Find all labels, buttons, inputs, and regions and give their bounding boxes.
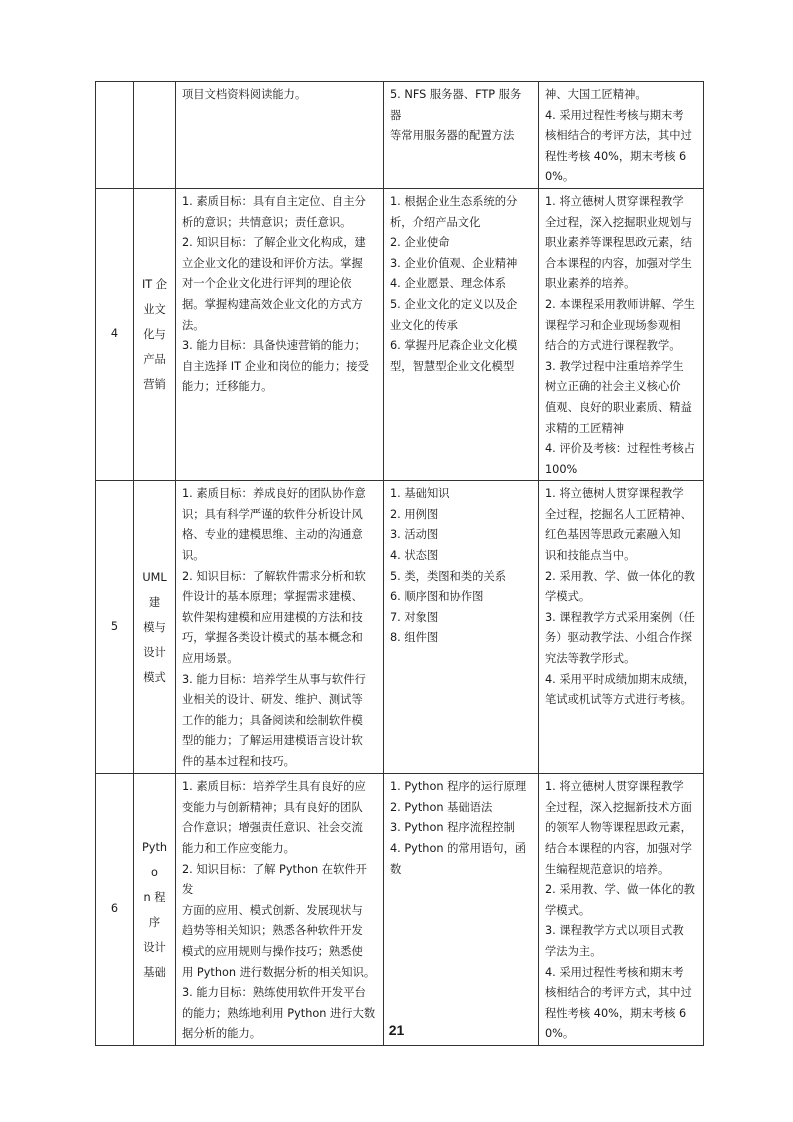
course-name-line: 模与: [143, 620, 166, 634]
course-goals-line: 能力；迁移能力。: [182, 380, 273, 394]
course-content-line: 5. 企业文化的定义以及企: [390, 297, 518, 311]
course-requirements-line: 识和技能点当中。: [545, 549, 636, 563]
course-requirements-line: 合本课程的内容，加强对学生: [545, 256, 692, 270]
course-requirements-line: 2. 本课程采用教师讲解、学生: [545, 297, 695, 311]
course-requirements-line: 值观、良好的职业素质、精益: [545, 400, 692, 414]
course-goals-line: 方面的应用、模式创新、发展现状与: [182, 903, 363, 917]
course-goals-line: 据。掌握构建高效企业文化的方式方: [182, 297, 363, 311]
course-goals-line: 识。: [182, 549, 205, 563]
course-requirements-line: 4. 采用过程性考核与期末考: [545, 108, 684, 122]
course-goals-line: 软件架构建模和应用建模的方法和技: [182, 610, 363, 624]
course-content-line: 1. Python 程序的运行原理: [390, 780, 527, 794]
course-goals-line: 用 Python 进行数据分析的相关知识。: [182, 965, 376, 979]
course-requirements-line: 全过程，深入挖掘新技术方面: [545, 800, 692, 814]
course-requirements-line: 程性考核 40%，期末考核 60%。: [545, 1006, 687, 1041]
course-requirements-line: 4. 评价及考核：过程性考核占: [545, 442, 695, 456]
course-requirements-line: 学模式。: [545, 590, 591, 604]
course-requirements-line: 程性考核 40%，期末考核 60%。: [545, 149, 687, 184]
course-goals-line: 格、专业的建模思维、主动的沟通意: [182, 528, 363, 542]
course-goals-line: 1. 素质目标：具有自主定位、自主分: [182, 194, 366, 208]
course-goals-line: 3. 能力目标：熟练使用软件开发平台: [182, 986, 366, 1000]
course-content-line: 5. NFS 服务器、FTP 服务器: [390, 88, 522, 122]
course-content-line: 2. Python 基础语法: [390, 800, 493, 814]
course-table: [95, 81, 704, 1046]
course-requirements-line: 务）驱动教学法、小组合作探: [545, 631, 692, 645]
course-goals-line: 2. 知识目标：了解 Python 在软件开发: [182, 862, 367, 897]
course-number-cell: [96, 82, 134, 189]
course-content-cell: [384, 82, 539, 189]
course-name-cell: [134, 82, 176, 189]
page-number: 21: [388, 1022, 405, 1038]
table-row: [96, 774, 704, 1046]
course-content-line: 8. 组件图: [390, 631, 439, 645]
course-goals-line: 2. 知识目标：了解软件需求分析和软: [182, 569, 366, 583]
course-goals-line: 3. 能力目标：具备快速营销的能力；: [182, 339, 366, 353]
course-number-cell: 6: [96, 774, 134, 1046]
course-goals-line: 合作意识；增强责任意识、社会交流: [182, 821, 363, 835]
course-requirements-line: 1. 将立德树人贯穿课程教学: [545, 194, 684, 208]
course-name-line: 基础: [143, 965, 166, 979]
course-requirements-line: 全过程，挖掘名人工匠精神、: [545, 507, 692, 521]
course-requirements-line: 2. 采用教、学、做一体化的教: [545, 569, 695, 583]
course-goals-line: 业相关的设计、研发、维护、测试等: [182, 693, 363, 707]
course-requirements-line: 树立正确的社会主义核心价: [545, 380, 681, 394]
course-name-line: 化与: [143, 328, 166, 342]
course-name-cell: [134, 774, 176, 1046]
course-content-line: 数: [390, 862, 402, 876]
course-name-line: 设计: [143, 940, 166, 954]
course-goals-line: 巧，掌握各类设计模式的基本概念和: [182, 631, 363, 645]
course-content-line: 等常用服务器的配置方法: [390, 129, 515, 143]
course-requirements-line: 核相结合的考评方法，其中过: [545, 129, 692, 143]
course-content-cell: [384, 481, 539, 774]
course-requirements-line: 究法等教学形式。: [545, 652, 636, 666]
course-goals-line: 趋势等相关知识；熟悉各种软件开发: [182, 924, 363, 938]
course-goals-line: 工作的能力；具备阅读和绘制软件模: [182, 713, 363, 727]
course-content-line: 析，介绍产品文化: [390, 215, 481, 229]
course-goals-line: 件设计的基本原理；掌握需求建模、: [182, 590, 363, 604]
course-requirements-line: 的领军人物等课程思政元素，: [545, 821, 692, 835]
course-content-cell: [384, 774, 539, 1046]
course-name-line: 产品: [143, 353, 166, 367]
course-goals-line: 项目文档资料阅读能力。: [182, 88, 307, 101]
course-content-line: 2. 企业使命: [390, 236, 450, 250]
course-requirements-line: 学法为主。: [545, 945, 602, 959]
course-goals-line: 应用场景。: [182, 652, 239, 666]
course-requirements-line: 学模式。: [545, 903, 591, 917]
course-content-line: 2. 用例图: [390, 507, 439, 521]
course-goals-line: 的能力；熟练地利用 Python 进行大数: [182, 1006, 376, 1020]
course-goals-cell: [176, 774, 384, 1046]
course-goals-line: 识；具有科学严谨的软件分析设计风: [182, 507, 363, 521]
course-name-line: 业文: [143, 303, 166, 317]
course-content-cell: [384, 188, 539, 480]
course-goals-cell: [176, 188, 384, 480]
course-requirements-line: 1. 将立德树人贯穿课程教学: [545, 487, 684, 501]
course-goals-line: 件的基本过程和技巧。: [182, 755, 295, 768]
course-requirements-cell: [539, 82, 704, 189]
course-requirements-cell: [539, 774, 704, 1046]
course-name-line: IT 企: [141, 278, 168, 292]
course-requirements-line: 生编程规范意识的培养。: [545, 862, 670, 876]
course-goals-line: 立企业文化的建设和评价方法。掌握: [182, 256, 363, 270]
course-requirements-line: 红色基因等思政元素融入知: [545, 528, 681, 542]
course-requirements-line: 3. 课程教学方式以项目式教: [545, 924, 684, 938]
course-name-line: 模式: [143, 670, 166, 684]
course-name-line: UML 建: [142, 570, 171, 609]
course-goals-line: 1. 素质目标：培养学生具有良好的应: [182, 780, 366, 794]
course-content-line: 3. Python 程序流程控制: [390, 821, 515, 835]
course-requirements-line: 3. 课程教学方式采用案例（任: [545, 610, 695, 624]
course-goals-line: 能力和工作应变能力。: [182, 842, 295, 856]
course-requirements-line: 职业素养等课程思政元素，结: [545, 236, 692, 250]
course-requirements-line: 核相结合的考评方式，其中过: [545, 986, 692, 1000]
table-row: [96, 82, 704, 189]
course-goals-cell: [176, 481, 384, 774]
course-content-line: 5. 类，类图和类的关系: [390, 569, 507, 583]
course-requirements-cell: [539, 481, 704, 774]
course-requirements-line: 神、大国工匠精神。: [545, 88, 647, 101]
course-name-cell: [134, 188, 176, 480]
course-content-line: 4. 企业愿景、理念体系: [390, 277, 507, 291]
course-requirements-line: 4. 采用过程性考核和期末考: [545, 965, 684, 979]
course-goals-line: 对一个企业文化进行评判的理论依: [182, 277, 352, 291]
course-requirements-line: 100%: [545, 462, 578, 476]
course-requirements-line: 全过程，深入挖掘职业规划与: [545, 215, 692, 229]
course-number-cell: 5: [96, 481, 134, 774]
course-content-line: 6. 顺序图和协作图: [390, 590, 484, 604]
course-requirements-line: 笔试或机试等方式进行考核。: [545, 693, 692, 707]
course-goals-line: 2. 知识目标：了解企业文化构成，建: [182, 236, 366, 250]
course-content-line: 4. Python 的常用语句，函: [390, 842, 527, 856]
course-requirements-cell: [539, 188, 704, 480]
course-goals-line: 型的能力；了解运用建模语言设计软: [182, 734, 363, 748]
course-goals-line: 模式的应用规则与操作技巧；熟悉使: [182, 945, 363, 959]
course-requirements-line: 结合的方式进行课程教学。: [545, 339, 681, 353]
table-row: [96, 188, 704, 480]
course-requirements-line: 课程学习和企业现场参观相: [545, 318, 681, 332]
course-content-line: 3. 活动图: [390, 528, 439, 542]
course-content-line: 7. 对象图: [390, 610, 439, 624]
course-goals-line: 1. 素质目标：养成良好的团队协作意: [182, 487, 366, 501]
course-requirements-line: 职业素养的培养。: [545, 277, 636, 291]
table-body: [96, 82, 704, 1046]
course-name-line: 设计: [143, 645, 166, 659]
course-requirements-line: 4. 采用平时成绩加期末成绩，: [545, 672, 695, 686]
course-goals-line: 自主选择 IT 企业和岗位的能力；接受: [182, 359, 369, 373]
course-content-line: 6. 掌握丹尼森企业文化模: [390, 339, 518, 353]
course-content-line: 1. 根据企业生态系统的分: [390, 194, 518, 208]
course-number-cell: 4: [96, 188, 134, 480]
course-requirements-line: 2. 采用教、学、做一体化的教: [545, 883, 695, 897]
course-content-line: 型，智慧型企业文化模型: [390, 359, 515, 373]
course-content-line: 业文化的传承: [390, 318, 458, 332]
course-requirements-line: 结合本课程的内容，加强对学: [545, 842, 692, 856]
course-goals-cell: [176, 82, 384, 189]
course-requirements-line: 3. 教学过程中注重培养学生: [545, 359, 684, 373]
table-row: [96, 481, 704, 774]
course-content-line: 1. 基础知识: [390, 487, 450, 501]
course-goals-line: 析的意识；共情意识；责任意识。: [182, 215, 352, 229]
course-name-line: n 程序: [143, 890, 166, 929]
course-name-cell: [134, 481, 176, 774]
course-content-line: 4. 状态图: [390, 549, 439, 563]
course-name-line: Pytho: [141, 840, 168, 879]
course-requirements-line: 求精的工匠精神: [545, 421, 625, 435]
course-goals-line: 3. 能力目标：培养学生从事与软件行: [182, 672, 366, 686]
course-goals-line: 法。: [182, 318, 205, 332]
course-content-line: 3. 企业价值观、企业精神: [390, 256, 518, 270]
course-goals-line: 变能力与创新精神；具有良好的团队: [182, 800, 363, 814]
course-requirements-line: 1. 将立德树人贯穿课程教学: [545, 780, 684, 794]
course-name-line: 营销: [143, 378, 166, 392]
course-goals-line: 据分析的能力。: [182, 1027, 262, 1041]
